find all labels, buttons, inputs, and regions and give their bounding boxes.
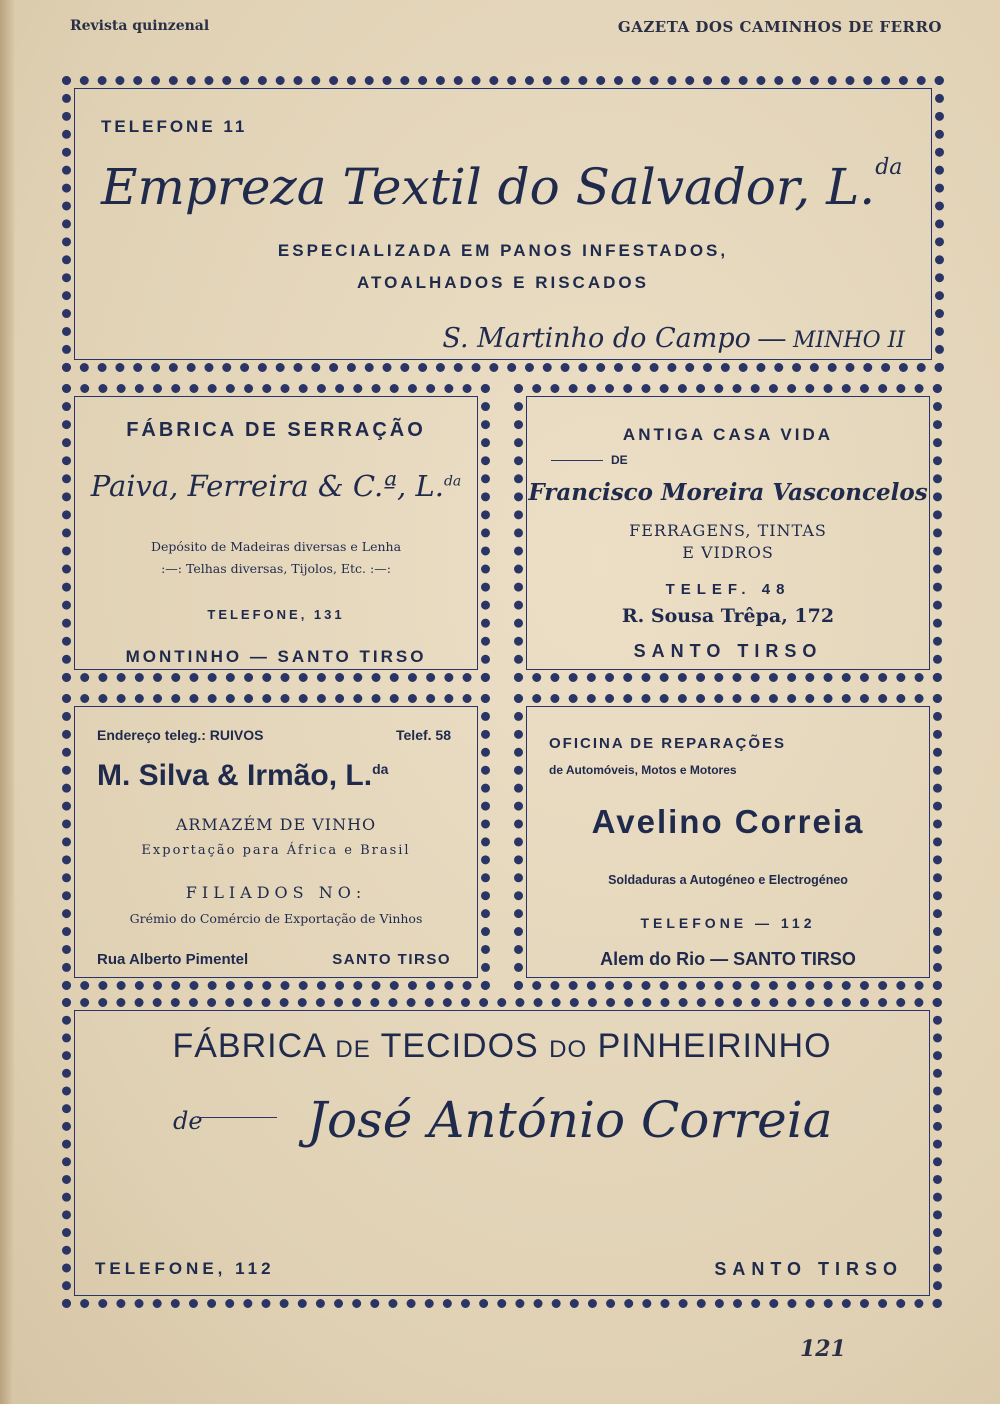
- ad3-address: R. Sousa Trêpa, 172: [621, 605, 835, 627]
- header-left: Revista quinzenal: [70, 18, 210, 34]
- ad6-phone: TELEFONE, 112: [95, 1259, 275, 1278]
- ad2-phone: TELEFONE, 131: [207, 607, 345, 622]
- page-number: 121: [800, 1336, 846, 1362]
- ad-fabrica-pinheirinho: [62, 998, 942, 1308]
- ad1-company-name: Empreza Textil do Salvador, L.$^{da}$: [101, 155, 903, 216]
- ad2-company-name: Paiva, Ferreira & C.ª, L.$^{da}$: [90, 469, 462, 503]
- ad4-company-name: M. Silva & Irmão, L.$^{da}$: [97, 759, 389, 792]
- header-right: GAZETA DOS CAMINHOS DE FERRO: [617, 18, 942, 36]
- ad-empreza-textil: [62, 76, 944, 372]
- ad2-title: FÁBRICA DE SERRAÇÃO: [126, 419, 426, 441]
- ad4-name-sup: da: [372, 761, 389, 777]
- ad3-line2: E VIDROS: [682, 543, 774, 562]
- ad3-line1: FERRAGENS, TINTAS: [629, 521, 827, 540]
- ad4-place: SANTO TIRSO: [332, 951, 451, 968]
- ad6-de-rule: [197, 1117, 277, 1118]
- ad-m-silva-irmao: [62, 694, 490, 990]
- ad1-line2: ATOALHADOS E RISCADOS: [357, 273, 649, 292]
- ad6-title: FÁBRICA DE TECIDOS DO PINHEIRINHO: [172, 1027, 832, 1065]
- ad4-line4: Grémio do Comércio de Exportação de Vinhos: [129, 911, 423, 926]
- ad1-place-dash: —: [758, 323, 786, 353]
- ad6-place: SANTO TIRSO: [714, 1259, 903, 1279]
- ad2-line2: :—: Telhas diversas, Tijolos, Etc. :—:: [161, 561, 391, 576]
- ad-fabrica-serracao: [62, 384, 490, 682]
- ad1-line1: ESPECIALIZADA EM PANOS INFESTADOS,: [277, 241, 729, 260]
- ad5-line1: Soldaduras a Autogéneo e Electrogéneo: [608, 873, 848, 887]
- ad1-place-line: [442, 323, 905, 354]
- ad3-place: SANTO TIRSO: [633, 641, 823, 661]
- ad1-phone: TELEFONE 11: [101, 117, 248, 136]
- ad2-line1: Depósito de Madeiras diversas e Lenha: [150, 539, 402, 554]
- ad3-phone: TELEF. 48: [665, 581, 791, 598]
- ad4-line2: Exportação para África e Brasil: [141, 843, 411, 858]
- ad4-phone: Telef. 58: [396, 727, 451, 743]
- ad-avelino-correia: [514, 694, 942, 990]
- ad5-sub: de Automóveis, Motos e Motores: [549, 763, 737, 777]
- ad3-de: DE: [611, 453, 628, 467]
- ad1-name-sup: da: [875, 155, 903, 180]
- ad3-de-line: [551, 453, 628, 467]
- ad5-company-name: Avelino Correia: [591, 803, 865, 840]
- ad4-street: Rua Alberto Pimentel: [97, 951, 249, 968]
- ad2-place: MONTINHO — SANTO TIRSO: [125, 647, 427, 666]
- ad6-owner-name: José António Correia: [307, 1091, 833, 1149]
- ad6-de: de: [173, 1107, 203, 1135]
- ad4-teleg: Endereço teleg.: RUIVOS: [97, 727, 264, 743]
- ad5-title: OFICINA DE REPARAÇÕES: [549, 735, 787, 752]
- ad3-title: ANTIGA CASA VIDA: [622, 425, 834, 444]
- ad4-line1: ARMAZÉM DE VINHO: [175, 815, 377, 834]
- ad5-place: Alem do Rio — SANTO TIRSO: [600, 949, 856, 969]
- page-spine: [0, 0, 14, 1404]
- ad1-region: MINHO II: [792, 328, 905, 353]
- ad-antiga-casa-vida: [514, 384, 942, 682]
- ad5-phone: TELEFONE — 112: [640, 915, 816, 931]
- ad2-name-sup: da: [443, 473, 462, 490]
- ad3-company-name: Francisco Moreira Vasconcelos: [528, 479, 928, 506]
- ad4-line3: FILIADOS NO:: [185, 883, 367, 902]
- ad1-place: S. Martinho do Campo: [442, 323, 751, 354]
